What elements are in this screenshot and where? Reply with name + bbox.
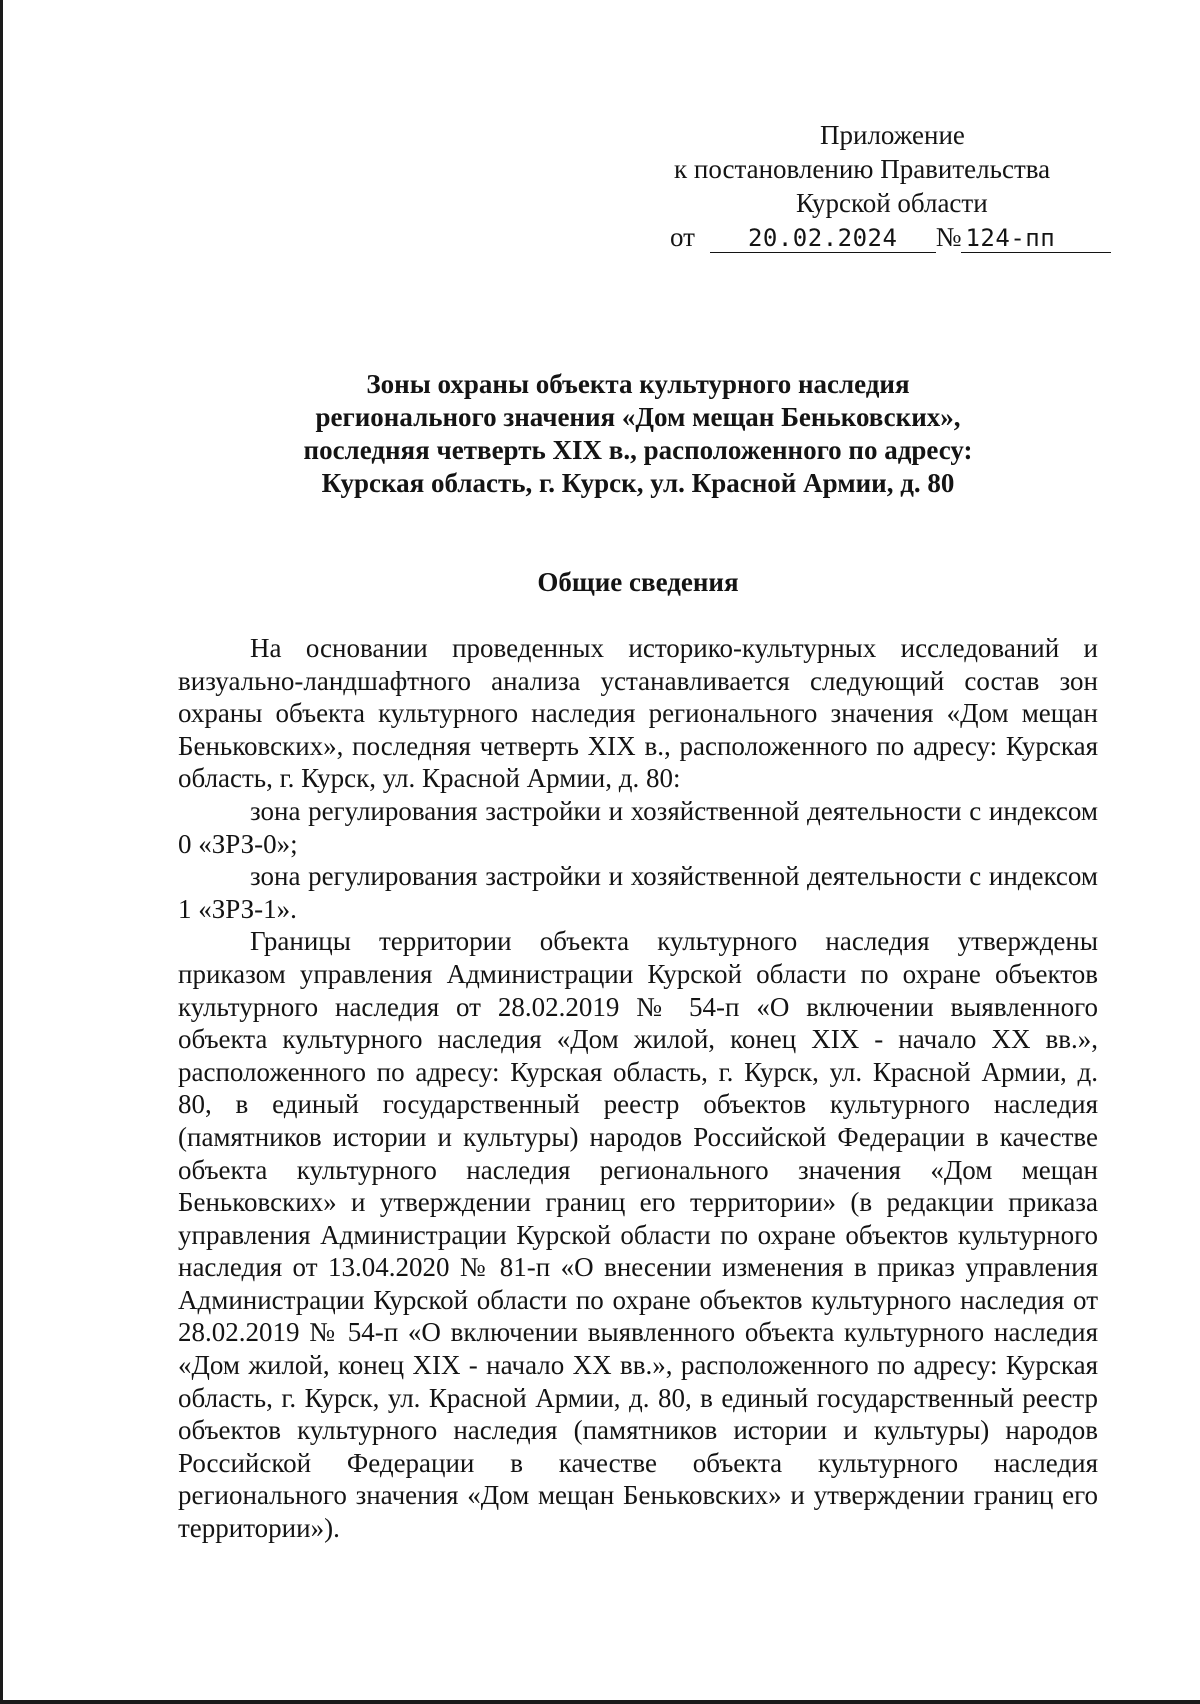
appendix-header [660,118,1100,254]
document-body [178,632,1098,1545]
paragraph: зона регулирования застройки и хозяйственной деятельности с индексом 0 «ЗРЗ-0»; [178,795,1098,859]
title-line: регионального значения «Дом мещан Беньковских», [315,402,961,432]
appendix-label: Приложение [820,120,965,150]
appendix-date-number [660,220,1100,254]
appendix-region: Курской области [796,188,988,218]
paragraph: Границы территории объекта культурного наследия утверждены приказом управления Администрации Курской области по охране объектов культурного наследия от 28.02.2019 № 54-п «О включении выявленного объекта культурного наследия «Дом жилой, конец XIX - начало XX вв.», расположенного по адресу: Курская область, г. Курск, ул. Красной Армии, д. 80, в единый государственный реестр объектов культурного наследия (памятников истории и культуры) народов Российской Федерации в качестве объекта культурного наследия регионального значения «Дом мещан Беньковских» и утверждении границ его территории» (в редакции приказа управления Администрации Курской области по охране объектов культурного наследия от 13.04.2020 № 81-п «О внесении изменения в приказ управления Администрации Курской области по охране объектов культурного наследия от 28.02.2019 № 54-п «О включении выявленного объекта культурного наследия «Дом жилой, конец XIX - начало XX вв.», расположенного по адресу: Курская область, г. Курск, ул. Красной Армии, д. 80, в единый государственный реестр объектов культурного наследия (памятников истории и культуры) народов Российской Федерации в качестве объекта культурного наследия регионального значения «Дом мещан Беньковских» и утверждении границ его территории»). [178,926,1098,1544]
from-label: от [670,222,695,252]
section-heading: Общие сведения [537,567,739,597]
title-line: Зоны охраны объекта культурного наследия [366,369,910,399]
title-line: Курская область, г. Курск, ул. Красной Армии, д. 80 [321,468,955,498]
paragraph: зона регулирования застройки и хозяйственной деятельности с индексом 1 «ЗРЗ-1». [178,861,1098,924]
appendix-decree-ref: к постановлению Правительства [674,154,1051,184]
decree-number: 124-пп [961,224,1111,253]
scan-edge-bottom [0,1700,1200,1704]
title-line: последняя четверть XIX в., расположенного по адресу: [303,435,973,465]
paragraph: На основании проведенных историко-культурных исследований и визуально-ландшафтного анализа устанавливается следующий состав зон охраны объекта культурного наследия регионального значения «Дом мещан Беньковских», последняя четверть XIX в., расположенного по адресу: Курская область, г. Курск, ул. Красной Армии, д. 80: [178,633,1098,794]
decree-date: 20.02.2024 [710,224,936,253]
scan-edge-left [0,0,3,1704]
document-title [178,368,1098,500]
number-label: № [935,222,962,252]
